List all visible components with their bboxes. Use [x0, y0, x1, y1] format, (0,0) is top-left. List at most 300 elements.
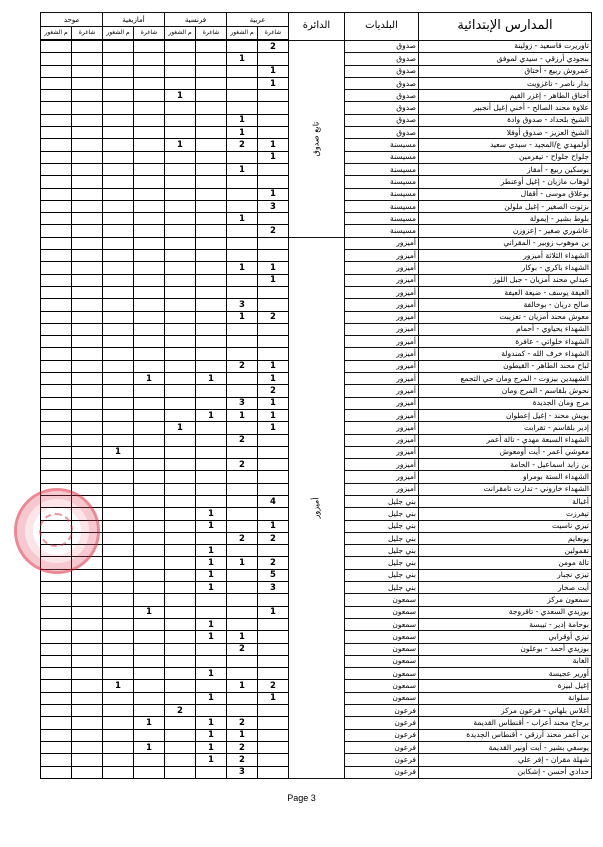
count-cell — [227, 594, 258, 606]
count-cell — [72, 200, 103, 212]
count-cell — [41, 495, 72, 507]
count-cell: 1 — [196, 557, 227, 569]
count-cell — [227, 569, 258, 581]
count-cell — [196, 311, 227, 323]
count-cell — [227, 250, 258, 262]
count-cell — [196, 655, 227, 667]
count-cell: 1 — [227, 114, 258, 126]
count-cell: 1 — [165, 139, 196, 151]
count-cell — [165, 594, 196, 606]
count-cell — [134, 582, 165, 594]
count-cell — [103, 77, 134, 89]
count-cell — [72, 188, 103, 200]
count-cell — [258, 766, 289, 778]
count-cell — [41, 582, 72, 594]
count-cell — [196, 606, 227, 618]
count-cell — [41, 409, 72, 421]
count-cell — [103, 163, 134, 175]
count-cell — [41, 594, 72, 606]
count-cell — [227, 274, 258, 286]
count-cell — [196, 336, 227, 348]
count-cell: 1 — [258, 409, 289, 421]
count-cell — [165, 360, 196, 372]
count-cell — [103, 311, 134, 323]
count-cell: 2 — [227, 459, 258, 471]
count-cell: 1 — [196, 741, 227, 753]
count-cell — [103, 40, 134, 53]
count-cell — [72, 508, 103, 520]
school-name: الشهداء الثلاثة أميزور — [419, 250, 592, 262]
count-cell: 1 — [103, 680, 134, 692]
commune-name: مسيسنة — [345, 176, 419, 188]
count-cell — [134, 692, 165, 704]
count-cell — [258, 483, 289, 495]
count-cell — [196, 323, 227, 335]
count-cell — [227, 90, 258, 102]
school-name: عبدلي محند أمزيان - جبل اللوز — [419, 274, 592, 286]
count-cell — [72, 729, 103, 741]
commune-name: مسيسنة — [345, 225, 419, 237]
count-cell — [165, 200, 196, 212]
commune-name: أميزور — [345, 409, 419, 421]
count-cell — [103, 90, 134, 102]
count-cell — [72, 385, 103, 397]
count-cell — [72, 77, 103, 89]
count-cell: 1 — [258, 520, 289, 532]
count-cell — [134, 151, 165, 163]
count-cell — [165, 545, 196, 557]
count-cell — [258, 643, 289, 655]
count-cell — [227, 618, 258, 630]
count-cell — [134, 176, 165, 188]
count-cell — [72, 545, 103, 557]
count-cell — [103, 188, 134, 200]
commune-name: أميزور — [345, 237, 419, 249]
count-cell — [134, 40, 165, 53]
commune-name: مسيسنة — [345, 163, 419, 175]
count-cell — [134, 446, 165, 458]
school-name: بلوط بشير - إيمولة — [419, 213, 592, 225]
count-cell — [227, 446, 258, 458]
count-cell — [41, 680, 72, 692]
count-cell — [103, 668, 134, 680]
count-cell — [165, 680, 196, 692]
count-cell: 1 — [196, 692, 227, 704]
count-cell — [134, 299, 165, 311]
count-cell: 2 — [258, 225, 289, 237]
count-cell: 1 — [196, 582, 227, 594]
count-cell — [41, 373, 72, 385]
count-cell — [165, 483, 196, 495]
commune-name: فرعون — [345, 754, 419, 766]
school-name: لباح محند الطاهر - القيطون — [419, 360, 592, 372]
school-name: حدادي أحسن - إشكابن — [419, 766, 592, 778]
count-cell — [41, 323, 72, 335]
count-cell — [134, 471, 165, 483]
count-cell — [72, 323, 103, 335]
count-cell — [103, 250, 134, 262]
commune-name: مسيسنة — [345, 200, 419, 212]
count-cell: 1 — [227, 262, 258, 274]
count-cell — [134, 668, 165, 680]
count-cell — [41, 77, 72, 89]
count-cell — [103, 594, 134, 606]
count-cell — [72, 434, 103, 446]
count-cell — [72, 53, 103, 65]
count-cell — [227, 336, 258, 348]
count-cell — [103, 336, 134, 348]
count-cell — [134, 397, 165, 409]
count-cell — [227, 348, 258, 360]
school-name: معوشي أعمر - أيت أومعوش — [419, 446, 592, 458]
school-name: الشهداء خاروني - تدارت تامقرانت — [419, 483, 592, 495]
count-cell: 1 — [196, 520, 227, 532]
count-cell: 1 — [258, 274, 289, 286]
count-cell — [196, 114, 227, 126]
count-cell — [41, 446, 72, 458]
commune-name: بني جليل — [345, 520, 419, 532]
school-name: بوحامة إدير - تيبسة — [419, 618, 592, 630]
count-cell — [41, 520, 72, 532]
commune-name: أميزور — [345, 434, 419, 446]
count-cell — [227, 655, 258, 667]
count-cell — [72, 766, 103, 778]
count-cell — [165, 495, 196, 507]
count-cell — [72, 754, 103, 766]
count-cell — [72, 65, 103, 77]
count-cell: 1 — [227, 631, 258, 643]
count-cell — [196, 102, 227, 114]
count-cell — [103, 606, 134, 618]
school-name: الغابة — [419, 655, 592, 667]
count-cell — [258, 508, 289, 520]
count-cell — [103, 360, 134, 372]
commune-name: سمعون — [345, 692, 419, 704]
count-cell — [165, 754, 196, 766]
count-cell — [134, 434, 165, 446]
count-cell — [227, 77, 258, 89]
count-cell — [165, 40, 196, 53]
school-name: الشيخ العزيز - صدوق أوفلا — [419, 127, 592, 139]
count-cell — [196, 250, 227, 262]
school-name: بوسكين ربيع - أمقاز — [419, 163, 592, 175]
count-cell — [134, 139, 165, 151]
count-cell — [72, 262, 103, 274]
count-cell: 1 — [258, 373, 289, 385]
count-cell — [227, 471, 258, 483]
commune-name: سمعون — [345, 655, 419, 667]
count-cell — [196, 237, 227, 249]
count-cell — [227, 495, 258, 507]
count-cell — [134, 495, 165, 507]
count-cell — [165, 176, 196, 188]
count-cell — [165, 618, 196, 630]
school-name: إغيل لبيزة — [419, 680, 592, 692]
count-cell — [41, 717, 72, 729]
count-cell — [103, 569, 134, 581]
school-name: بوزيدي السعدي - تاقروجة — [419, 606, 592, 618]
count-cell — [227, 188, 258, 200]
count-cell: 1 — [258, 139, 289, 151]
count-cell — [72, 225, 103, 237]
count-cell: 1 — [258, 397, 289, 409]
count-cell — [41, 545, 72, 557]
count-cell — [103, 323, 134, 335]
count-cell — [72, 397, 103, 409]
count-cell — [134, 237, 165, 249]
count-cell — [72, 127, 103, 139]
count-cell — [41, 557, 72, 569]
count-cell: 3 — [227, 397, 258, 409]
count-cell — [103, 299, 134, 311]
count-cell — [165, 459, 196, 471]
count-cell — [134, 323, 165, 335]
count-cell: 1 — [258, 262, 289, 274]
count-cell — [103, 348, 134, 360]
count-cell — [41, 274, 72, 286]
count-cell — [134, 360, 165, 372]
count-cell — [165, 77, 196, 89]
count-cell — [41, 311, 72, 323]
count-cell: 1 — [227, 311, 258, 323]
school-name: مرج ومان الجديدة — [419, 397, 592, 409]
count-cell — [134, 188, 165, 200]
header-vacant: شاغرة — [258, 27, 289, 41]
count-cell — [165, 729, 196, 741]
count-cell — [103, 532, 134, 544]
count-cell — [258, 594, 289, 606]
count-cell — [41, 385, 72, 397]
count-cell — [41, 360, 72, 372]
count-cell — [72, 569, 103, 581]
count-cell — [41, 114, 72, 126]
count-cell — [134, 262, 165, 274]
school-name: سلوانة — [419, 692, 592, 704]
count-cell — [72, 151, 103, 163]
count-cell — [72, 471, 103, 483]
count-cell — [196, 459, 227, 471]
count-cell — [41, 508, 72, 520]
count-cell: 1 — [227, 729, 258, 741]
school-name: أورير عجيسة — [419, 668, 592, 680]
school-name: معوش محند أمزيان - تعزيبت — [419, 311, 592, 323]
count-cell — [72, 532, 103, 544]
commune-name: بني جليل — [345, 569, 419, 581]
count-cell: 2 — [165, 705, 196, 717]
count-cell: 1 — [227, 557, 258, 569]
count-cell — [258, 299, 289, 311]
commune-name: أميزور — [345, 262, 419, 274]
count-cell: 1 — [227, 127, 258, 139]
count-cell — [165, 692, 196, 704]
commune-name: فرعون — [345, 741, 419, 753]
count-cell: 1 — [196, 373, 227, 385]
school-name: تيزي نجبار — [419, 569, 592, 581]
count-cell: 1 — [227, 409, 258, 421]
count-cell — [165, 643, 196, 655]
count-cell — [227, 520, 258, 532]
count-cell — [103, 422, 134, 434]
count-cell: 2 — [258, 311, 289, 323]
count-cell — [134, 508, 165, 520]
count-cell — [103, 127, 134, 139]
commune-name: سمعون — [345, 594, 419, 606]
count-cell — [41, 65, 72, 77]
count-cell — [134, 766, 165, 778]
count-cell — [227, 582, 258, 594]
count-cell — [258, 631, 289, 643]
count-cell — [72, 286, 103, 298]
count-cell — [165, 471, 196, 483]
count-cell — [227, 102, 258, 114]
count-cell: 2 — [227, 643, 258, 655]
commune-name: أميزور — [345, 459, 419, 471]
count-cell: 2 — [258, 680, 289, 692]
count-cell: 3 — [258, 582, 289, 594]
count-cell — [165, 311, 196, 323]
count-cell — [103, 373, 134, 385]
count-cell — [165, 520, 196, 532]
header-vacant: شاغرة — [72, 27, 103, 41]
count-cell — [258, 717, 289, 729]
count-cell: 1 — [227, 680, 258, 692]
commune-name: مسيسنة — [345, 213, 419, 225]
count-cell — [258, 286, 289, 298]
commune-name: صدوق — [345, 114, 419, 126]
count-cell — [103, 237, 134, 249]
count-cell: 1 — [196, 569, 227, 581]
commune-name: صدوق — [345, 90, 419, 102]
count-cell: 1 — [258, 77, 289, 89]
count-cell — [41, 459, 72, 471]
count-cell — [103, 139, 134, 151]
count-cell — [134, 65, 165, 77]
count-cell — [165, 250, 196, 262]
count-cell — [165, 532, 196, 544]
count-cell — [134, 520, 165, 532]
count-cell — [103, 200, 134, 212]
count-cell: 1 — [227, 53, 258, 65]
count-cell — [196, 434, 227, 446]
count-cell — [103, 631, 134, 643]
count-cell — [165, 53, 196, 65]
count-cell — [103, 53, 134, 65]
count-cell — [227, 237, 258, 249]
commune-name: سمعون — [345, 618, 419, 630]
count-cell — [41, 163, 72, 175]
count-cell: 1 — [258, 360, 289, 372]
count-cell — [134, 311, 165, 323]
school-name: الشهيدين بيزوت - المرج ومان حي التجمع — [419, 373, 592, 385]
count-cell: 1 — [103, 446, 134, 458]
count-cell: 1 — [134, 741, 165, 753]
count-cell: 1 — [134, 606, 165, 618]
count-cell — [41, 705, 72, 717]
count-cell — [165, 262, 196, 274]
count-cell — [41, 631, 72, 643]
count-cell: 1 — [258, 65, 289, 77]
school-name: تقمولين — [419, 545, 592, 557]
count-cell — [258, 705, 289, 717]
count-cell — [103, 213, 134, 225]
count-cell — [103, 151, 134, 163]
count-cell — [72, 680, 103, 692]
count-cell — [134, 274, 165, 286]
school-name: نحوش بلقاسم - المرج ومان — [419, 385, 592, 397]
count-cell — [196, 213, 227, 225]
count-cell — [165, 65, 196, 77]
count-cell — [41, 336, 72, 348]
count-cell — [196, 594, 227, 606]
school-name: تيزي أوقرابي — [419, 631, 592, 643]
count-cell — [134, 90, 165, 102]
count-cell — [134, 545, 165, 557]
page-number: Page 3 — [287, 793, 316, 803]
count-cell — [165, 409, 196, 421]
count-cell: 1 — [227, 163, 258, 175]
count-cell — [72, 348, 103, 360]
count-cell — [103, 754, 134, 766]
count-cell — [134, 532, 165, 544]
count-cell — [41, 250, 72, 262]
count-cell — [72, 373, 103, 385]
school-name: تيفرزت — [419, 508, 592, 520]
count-cell — [258, 336, 289, 348]
count-cell — [196, 40, 227, 53]
count-cell — [196, 471, 227, 483]
school-name: أغبالة — [419, 495, 592, 507]
header-possibly-vacant: م الشغور — [41, 27, 72, 41]
count-cell — [134, 680, 165, 692]
header-french: فرنسية — [165, 13, 227, 27]
count-cell — [196, 188, 227, 200]
count-cell — [165, 569, 196, 581]
school-name: شهلة مقران - إفر علي — [419, 754, 592, 766]
count-cell — [41, 434, 72, 446]
count-cell: 4 — [258, 495, 289, 507]
school-name: سمعون مركز — [419, 594, 592, 606]
count-cell — [134, 655, 165, 667]
count-cell — [41, 606, 72, 618]
count-cell — [258, 163, 289, 175]
count-cell — [134, 631, 165, 643]
count-cell — [72, 90, 103, 102]
count-cell — [72, 237, 103, 249]
count-cell — [72, 582, 103, 594]
count-cell — [165, 668, 196, 680]
commune-name: أميزور — [345, 471, 419, 483]
school-name: تاوريرت قاسعيد - زولينة — [419, 40, 592, 53]
count-cell — [72, 102, 103, 114]
commune-name: أميزور — [345, 336, 419, 348]
count-cell — [196, 274, 227, 286]
count-cell: 1 — [134, 373, 165, 385]
count-cell — [227, 65, 258, 77]
commune-name: أميزور — [345, 483, 419, 495]
table-row — [41, 237, 592, 249]
commune-name: أميزور — [345, 360, 419, 372]
count-cell — [227, 422, 258, 434]
count-cell — [196, 176, 227, 188]
count-cell — [72, 409, 103, 421]
count-cell — [227, 385, 258, 397]
count-cell — [258, 434, 289, 446]
count-cell: 3 — [258, 200, 289, 212]
count-cell — [103, 274, 134, 286]
count-cell — [41, 127, 72, 139]
count-cell — [134, 286, 165, 298]
count-cell — [41, 299, 72, 311]
